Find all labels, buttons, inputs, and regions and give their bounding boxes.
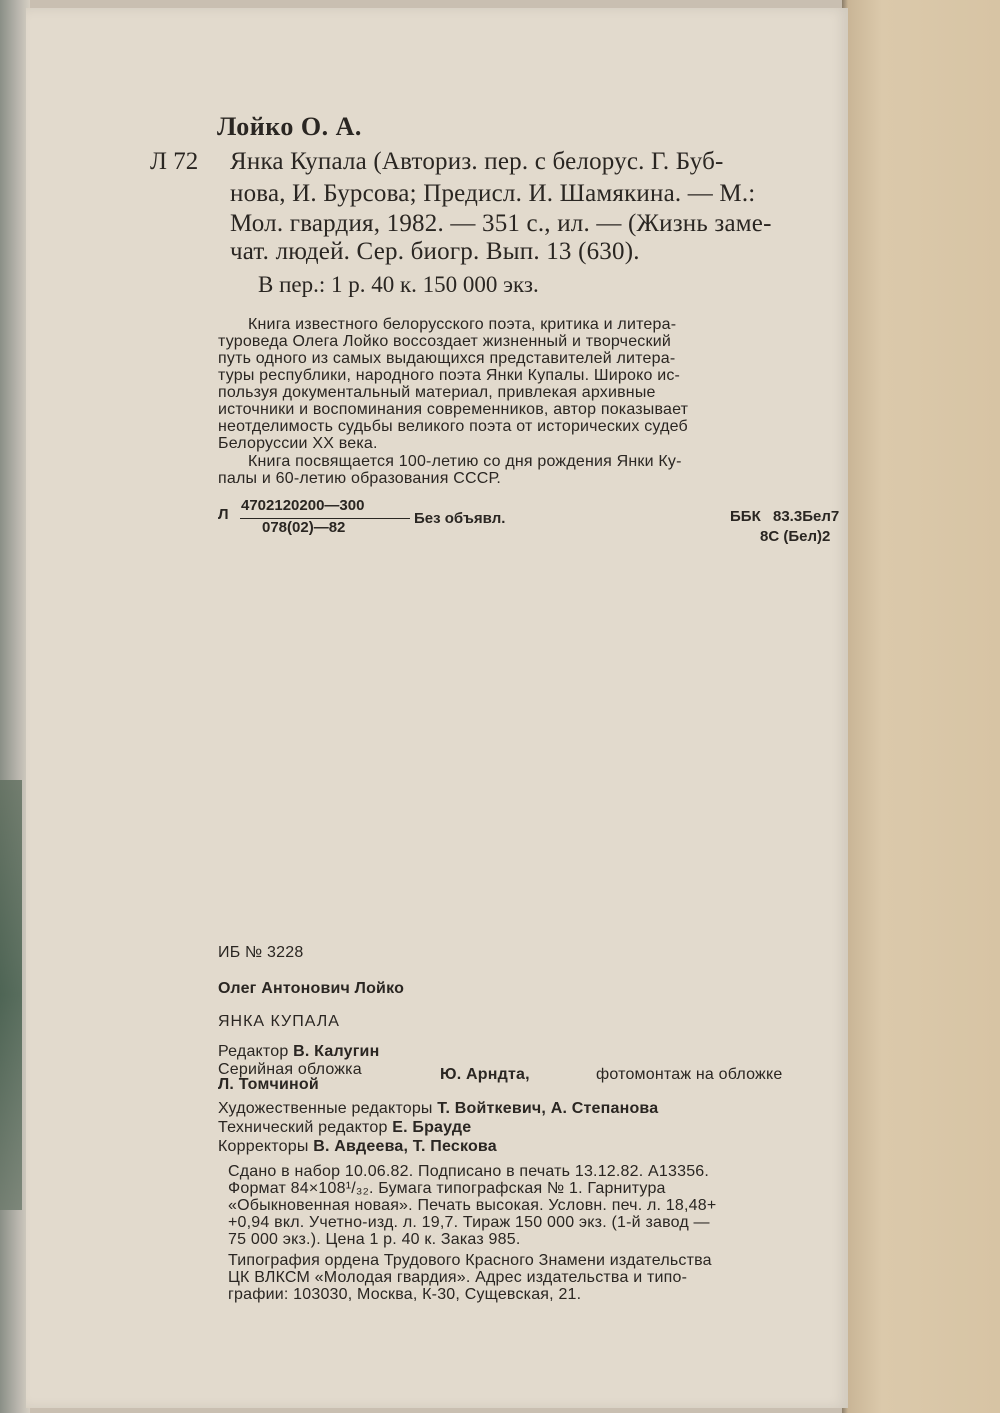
cover-name-2: Л. Томчиной bbox=[218, 1076, 319, 1093]
proofreaders-line bbox=[218, 1138, 497, 1156]
printer-line-3: графии: 103030, Москва, К-30, Сущевская, 21. bbox=[228, 1286, 582, 1303]
annotation-line-3: путь одного из самых выдающихся представителей литера- bbox=[218, 350, 676, 367]
art-editors-label: Художественные редакторы bbox=[218, 1100, 433, 1117]
bib-line-4: чат. людей. Сер. биогр. Вып. 13 (630). bbox=[230, 238, 640, 265]
cover-label-2: фотомонтаж на обложке bbox=[596, 1066, 783, 1083]
art-editors-names: Т. Войткевич, А. Степанова bbox=[437, 1100, 659, 1117]
print-line-5: 75 000 экз.). Цена 1 р. 40 к. Заказ 985. bbox=[228, 1231, 521, 1248]
bbk-label: ББК bbox=[730, 508, 761, 525]
cover-stripe bbox=[0, 780, 22, 1210]
annotation-line-5: пользуя документальный материал, привлекая архивные bbox=[218, 384, 656, 401]
code-denominator: 078(02)—82 bbox=[262, 519, 346, 536]
author-heading: Лойко О. А. bbox=[217, 112, 362, 141]
tech-editor-name: Е. Брауде bbox=[392, 1119, 472, 1136]
bbk-code-1: 83.3Бел7 bbox=[773, 508, 840, 525]
printer-line-2: ЦК ВЛКСМ «Молодая гвардия». Адрес издательства и типо- bbox=[228, 1269, 688, 1286]
dedication-line-1: Книга посвящается 100-летию со дня рождения Янки Ку- bbox=[248, 453, 682, 470]
code-letter: Л bbox=[218, 506, 229, 523]
editor-label: Редактор bbox=[218, 1043, 289, 1060]
proofreaders-names: В. Авдеева, Т. Пескова bbox=[313, 1138, 497, 1155]
bib-line-3: Мол. гвардия, 1982. — 351 с., ил. — (Жизнь заме- bbox=[230, 210, 772, 237]
annotation-line-8: Белоруссии XX века. bbox=[218, 435, 378, 452]
annotation-line-6: источники и воспоминания современников, автор показывает bbox=[218, 401, 689, 418]
title-caps: ЯНКА КУПАЛА bbox=[218, 1013, 340, 1030]
author-full-name: Олег Антонович Лойко bbox=[218, 980, 405, 997]
cover-label-1: Серийная обложка bbox=[218, 1061, 362, 1078]
call-number: Л 72 bbox=[150, 148, 199, 175]
code-numerator: 4702120200—300 bbox=[241, 497, 365, 514]
print-line-2: Формат 84×108¹/₃₂. Бумага типографская № 1. Гарнитура bbox=[228, 1180, 666, 1197]
print-line-3: «Обыкновенная новая». Печать высокая. Условн. печ. л. 18,48+ bbox=[228, 1197, 717, 1214]
no-advertisement: Без объявл. bbox=[414, 510, 506, 527]
editor-name: В. Калугин bbox=[293, 1043, 380, 1060]
annotation-line-7: неотделимость судьбы великого поэта от исторических судеб bbox=[218, 418, 688, 435]
bib-line-1: Янка Купала (Авториз. пер. с белорус. Г. Буб- bbox=[230, 148, 724, 175]
editor-line bbox=[218, 1043, 379, 1061]
annotation-line-2: туроведа Олега Лойко воссоздает жизненный и творческий bbox=[218, 333, 671, 350]
dedication-line-2: палы и 60-летию образования СССР. bbox=[218, 470, 501, 487]
printer-line-1: Типография ордена Трудового Красного Знамени издательства bbox=[228, 1252, 712, 1269]
facing-page-edge bbox=[842, 0, 1000, 1413]
art-editors-line bbox=[218, 1100, 658, 1118]
bib-line-2: нова, И. Бурсова; Предисл. И. Шамякина. — М.: bbox=[230, 180, 756, 207]
price-line: В пер.: 1 р. 40 к. 150 000 экз. bbox=[258, 272, 539, 297]
bbk-code-2: 8С (Бел)2 bbox=[760, 528, 831, 545]
tech-editor-label: Технический редактор bbox=[218, 1119, 388, 1136]
cover-name-1: Ю. Арндта, bbox=[440, 1066, 530, 1083]
proofreaders-label: Корректоры bbox=[218, 1138, 309, 1155]
print-line-4: +0,94 вкл. Учетно-изд. л. 19,7. Тираж 150 000 экз. (1-й завод — bbox=[228, 1214, 710, 1231]
tech-editor-line bbox=[218, 1119, 471, 1137]
print-line-1: Сдано в набор 10.06.82. Подписано в печать 13.12.82. А13356. bbox=[228, 1163, 710, 1180]
annotation-line-1: Книга известного белорусского поэта, критика и литера- bbox=[248, 316, 677, 333]
ib-number: ИБ № 3228 bbox=[218, 944, 304, 961]
annotation-line-4: туры республики, народного поэта Янки Купалы. Широко ис- bbox=[218, 367, 681, 384]
